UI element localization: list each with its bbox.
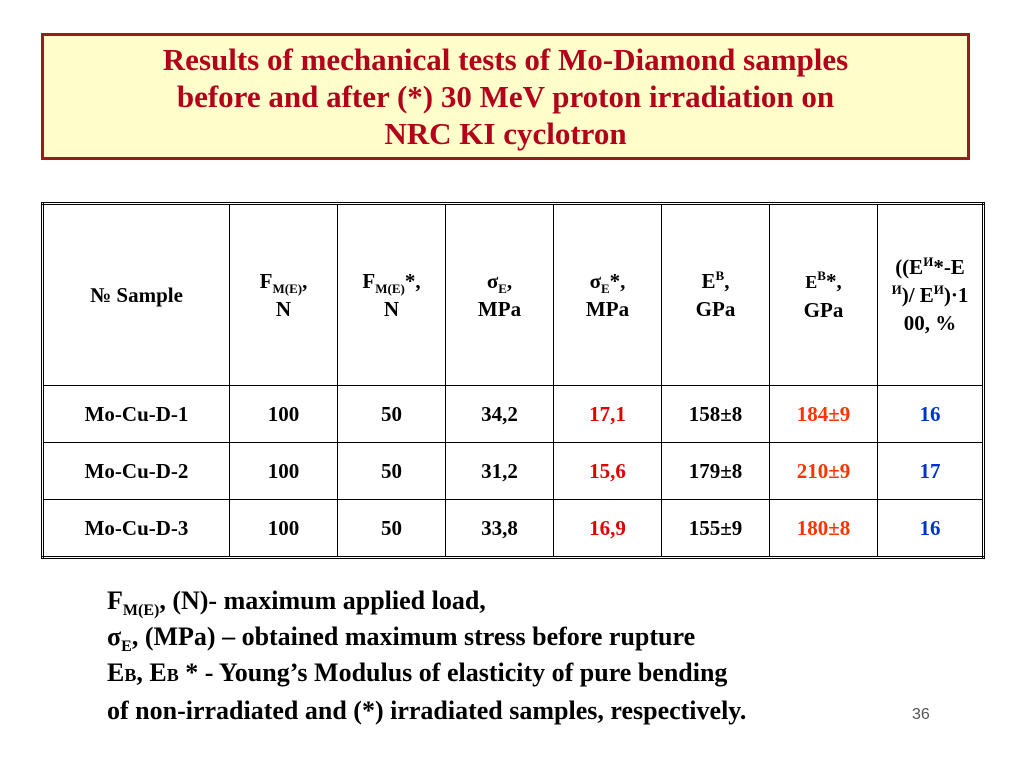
cell-e: 155±9 — [662, 500, 770, 558]
cell-ratio: 17 — [878, 443, 984, 500]
legend-line-modulus: EB, EB * - Young’s Modulus of elasticity of pure bending — [107, 658, 728, 687]
cell-sigma: 34,2 — [446, 386, 554, 443]
legend-line-load: $F_{M(E)}$, (N)- maximum applied load, — [107, 586, 486, 620]
header-sigma-irradiated: $\sigma_E*$, MPa — [554, 204, 662, 386]
legend-line-stress: $\sigma_E$, (MPa) – obtained maximum stress before rupture — [107, 622, 696, 656]
cell-f: 100 — [230, 386, 338, 443]
cell-e: 179±8 — [662, 443, 770, 500]
header-sigma: $\sigma_E$, MPa — [446, 204, 554, 386]
cell-e-irradiated: 180±8 — [770, 500, 878, 558]
header-f-irradiated: $F_{M(E)}*$, N — [338, 204, 446, 386]
page-number: 36 — [912, 706, 930, 723]
table-header-row — [43, 204, 984, 386]
cell-sample: Mo-Cu-D-1 — [43, 386, 230, 443]
title-line-1: Results of mechanical tests of Mo-Diamond samples — [162, 42, 849, 77]
cell-ratio: 16 — [878, 500, 984, 558]
cell-sigma-irradiated: 17,1 — [554, 386, 662, 443]
cell-f: 100 — [230, 500, 338, 558]
table-row — [43, 386, 984, 443]
cell-f-irradiated: 50 — [338, 443, 446, 500]
cell-sample: Mo-Cu-D-3 — [43, 500, 230, 558]
legend — [107, 583, 967, 729]
legend-line-samples: of non-irradiated and (*) irradiated samples, respectively. — [107, 696, 747, 725]
cell-e-irradiated: 210±9 — [770, 443, 878, 500]
cell-f-irradiated: 50 — [338, 500, 446, 558]
header-ratio: ($(E^И*-E^И)/$ $E^И)\cdot 100$, % — [878, 204, 984, 386]
cell-sample: Mo-Cu-D-2 — [43, 443, 230, 500]
cell-sigma-irradiated: 15,6 — [554, 443, 662, 500]
header-sample: № Sample — [43, 204, 230, 386]
slide-title — [41, 33, 970, 160]
cell-sigma: 31,2 — [446, 443, 554, 500]
header-e-irradiated: $E^B*$, GPa — [770, 204, 878, 386]
cell-sigma: 33,8 — [446, 500, 554, 558]
cell-ratio: 16 — [878, 386, 984, 443]
table-row — [43, 500, 984, 558]
header-f: $F_{M(E)}$, N — [230, 204, 338, 386]
table-row — [43, 443, 984, 500]
title-line-3: NRC KI cyclotron — [384, 116, 627, 151]
cell-f: 100 — [230, 443, 338, 500]
header-e: $E^B$, GPa — [662, 204, 770, 386]
cell-sigma-irradiated: 16,9 — [554, 500, 662, 558]
title-line-2: before and after (*) 30 MeV proton irradiation on — [176, 79, 835, 114]
cell-e-irradiated: 184±9 — [770, 386, 878, 443]
cell-e: 158±8 — [662, 386, 770, 443]
cell-f-irradiated: 50 — [338, 386, 446, 443]
results-table — [41, 202, 985, 559]
